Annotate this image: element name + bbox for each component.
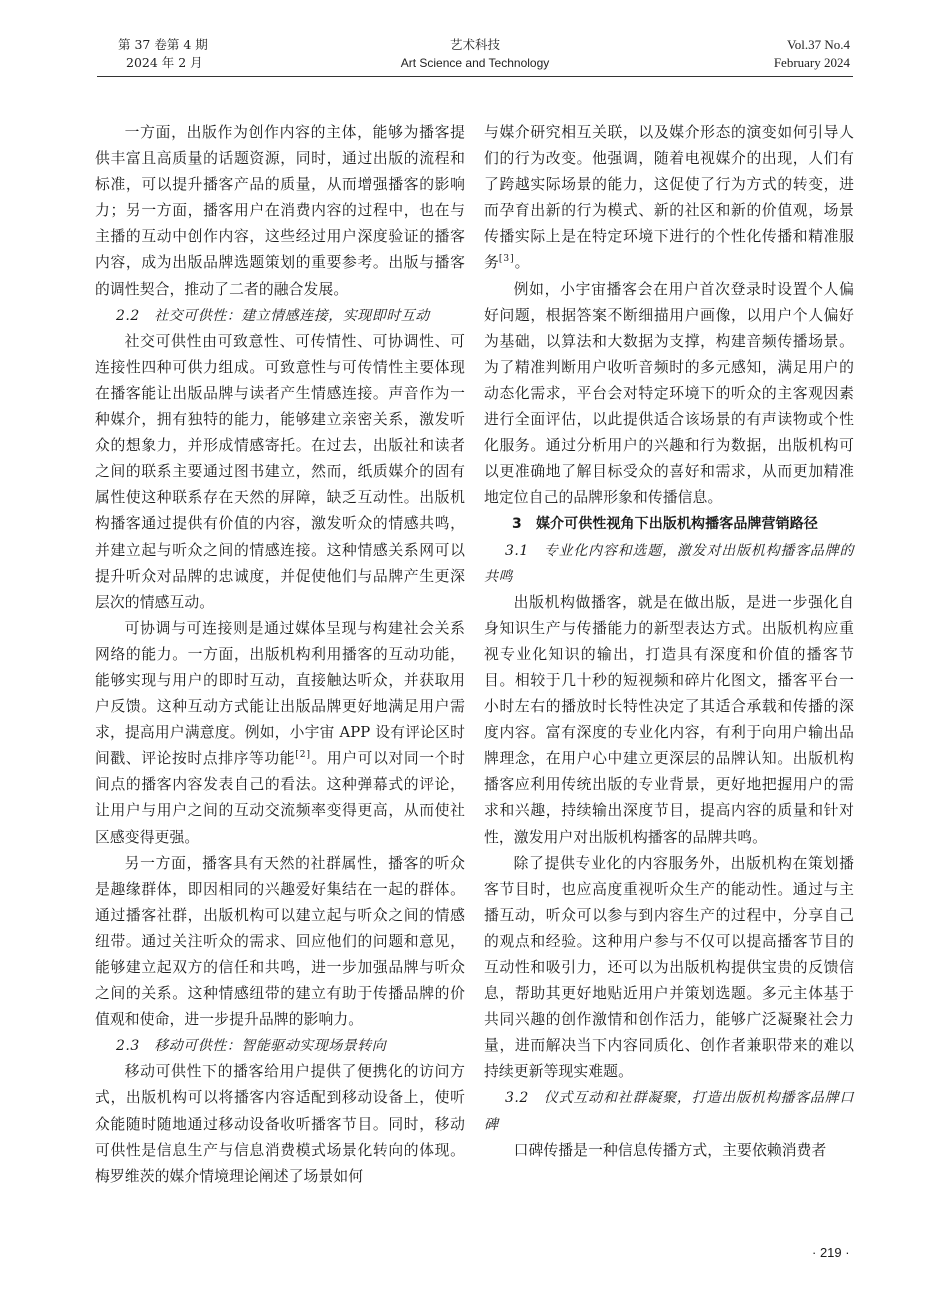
paragraph: 出版机构做播客，就是在做出版，是进一步强化自身知识生产与传播能力的新型表达方式。出版机构应重视专业化知识的输出，打造具有深度和价值的播客节目。相较于几十秒的短视频和碎片化图文，播客平台一小时左右的播放时长特性决定了其适合承载和传播的深度内容。富有深度的专业化内容，有利于向用户输出品牌理念，在用户心中建立更深层的品牌认知。出版机构播客应利用传统出版的专业背景，更好地把握用户的需求和兴趣，持续输出深度节目，提高内容的质量和针对性，激发用户对出版机构播客的品牌共鸣。 <box>484 593 854 846</box>
right-column <box>484 120 854 1164</box>
header-journal <box>375 36 575 72</box>
section-heading-3: 3 媒介可供性视角下出版机构播客品牌营销路径 <box>512 516 818 533</box>
paragraph-text: 。用户可以对同一个时间点的播客内容发表自己的看法。这种弹幕式的评论，让用户与用户之间的互动交流频率变得更高，从而使社区感变得更强。 <box>95 750 465 846</box>
header-date-en: February 2024 <box>773 55 850 70</box>
header-volume-info <box>118 36 208 72</box>
header-date: 2024 年 2 月 <box>126 55 203 70</box>
header-rule <box>97 76 853 77</box>
paragraph-text: 可协调与可连接则是通过媒体呈现与构建社会关系网络的能力。一方面，出版机构利用播客的互动功能，能够实现与用户的即时互动，直接触达听众，并获取用户反馈。这种互动方式能让出版品牌更好地满足用户需求，提高用户满意度。例如，小宇宙 APP 设有评论区时间戳、评论按时点排序等功能 <box>95 619 465 768</box>
header-journal-en: Art Science and Technology <box>400 56 550 70</box>
page-number: · 219 · <box>812 1245 850 1260</box>
paragraph: 一方面，出版作为创作内容的主体，能够为播客提供丰富且高质量的话题资源，同时，通过出版的流程和标准，可以提升播客产品的质量，从而增强播客的影响力；另一方面，播客用户在消费内容的过程中，也在与主播的互动中创作内容，这些经过用户深度验证的播客内容，成为出版品牌选题策划的重要参考。出版与播客的调性契合，推动了二者的融合发展。 <box>95 124 465 298</box>
paragraph <box>95 616 465 851</box>
header-volume-en: Vol.37 No.4 <box>787 37 850 52</box>
header-volume-en-info <box>700 36 850 72</box>
section-heading-3-2: 3.2 仪式互动和社群凝聚，打造出版机构播客品牌口碑 <box>484 1090 854 1133</box>
left-column <box>95 120 465 1190</box>
paragraph: 移动可供性下的播客给用户提供了便携化的访问方式，出版机构可以将播客内容适配到移动设备上，使听众能随时随地通过移动设备收听播客节目。同时，移动可供性是信息生产与信息消费模式场景化转向的体现。梅罗维茨的媒介情境理论阐述了场景如何 <box>95 1063 465 1185</box>
paragraph: 除了提供专业化的内容服务外，出版机构在策划播客节目时，也应高度重视听众生产的能动性。通过与主播互动，听众可以参与到内容生产的过程中，分享自己的观点和经验。这种用户参与不仅可以提高播客节目的互动性和吸引力，还可以为出版机构提供宝贵的反馈信息，帮助其更好地贴近用户并策划选题。多元主体基于共同兴趣的创作激情和创作活力，能够广泛凝聚社会力量，进而解决当下内容同质化、创作者兼职带来的难以持续更新等现实难题。 <box>484 854 854 1081</box>
paragraph: 口碑传播是一种信息传播方式，主要依赖消费者 <box>513 1141 827 1159</box>
paragraph: 社交可供性由可致意性、可传情性、可协调性、可连接性四种可供力组成。可致意性与可传情性主要体现在播客能让出版品牌与读者产生情感连接。声音作为一种媒介，拥有独特的能力，能够建立亲密关系，激发听众的想象力，并形成情感寄托。在过去，出版社和读者之间的联系主要通过图书建立，然而，纸质媒介的固有属性使这种联系存在天然的屏障，缺乏互动性。出版机构播客通过提供有价值的内容，激发听众的情感共鸣，并建立起与听众之间的情感连接。这种情感关系网可以提升听众对品牌的忠诚度，并促使他们与品牌产生更深层次的情感互动。 <box>95 332 465 611</box>
citation-ref-3: [3] <box>498 254 515 265</box>
paragraph: 例如，小宇宙播客会在用户首次登录时设置个人偏好问题，根据答案不断细描用户画像，以用户个人偏好为基础，以算法和大数据为支撑，构建音频传播场景。为了精准判断用户收听音频时的多元感知，满足用户的动态化需求，平台会对特定环境下的听众的主客观因素进行全面评估，以此提供适合该场景的有声读物或个性化服务。通过分析用户的兴趣和行为数据，出版机构可以更准确地了解目标受众的喜好和需求，从而更加精准地定位自己的品牌形象和传播信息。 <box>484 280 854 507</box>
paragraph: 另一方面，播客具有天然的社群属性，播客的听众是趣缘群体，即因相同的兴趣爱好集结在一起的群体。通过播客社群，出版机构可以建立起与听众之间的情感纽带。通过关注听众的需求、回应他们的问题和意见，能够建立起双方的信任和共鸣，进一步加强品牌与听众之间的关系。这种情感纽带的建立有助于传播品牌的价值观和使命，进一步提升品牌的影响力。 <box>95 854 465 1029</box>
header-journal-cn: 艺术科技 <box>449 37 500 52</box>
paragraph <box>484 120 854 277</box>
header-volume: 第 37 卷第 4 期 <box>118 37 208 52</box>
citation-ref-2: [2] <box>295 750 311 761</box>
paragraph-text: 。 <box>514 254 530 272</box>
paragraph-text: 与媒介研究相互关联，以及媒介形态的演变如何引导人们的行为改变。他强调，随着电视媒介的出现，人们有了跨越实际场景的能力，这促使了行为方式的转变，进而孕育出新的行为模式、新的社区和新的价值观，场景传播实际上是在特定环境下进行的个性化传播和精准服务 <box>484 124 854 272</box>
section-heading-2-3: 2.3 移动可供性：智能驱动实现场景转向 <box>116 1038 387 1055</box>
section-heading-3-1: 3.1 专业化内容和选题，激发对出版机构播客品牌的共鸣 <box>484 542 854 585</box>
section-heading-2-2: 2.2 社交可供性：建立情感连接，实现即时互动 <box>116 307 430 324</box>
